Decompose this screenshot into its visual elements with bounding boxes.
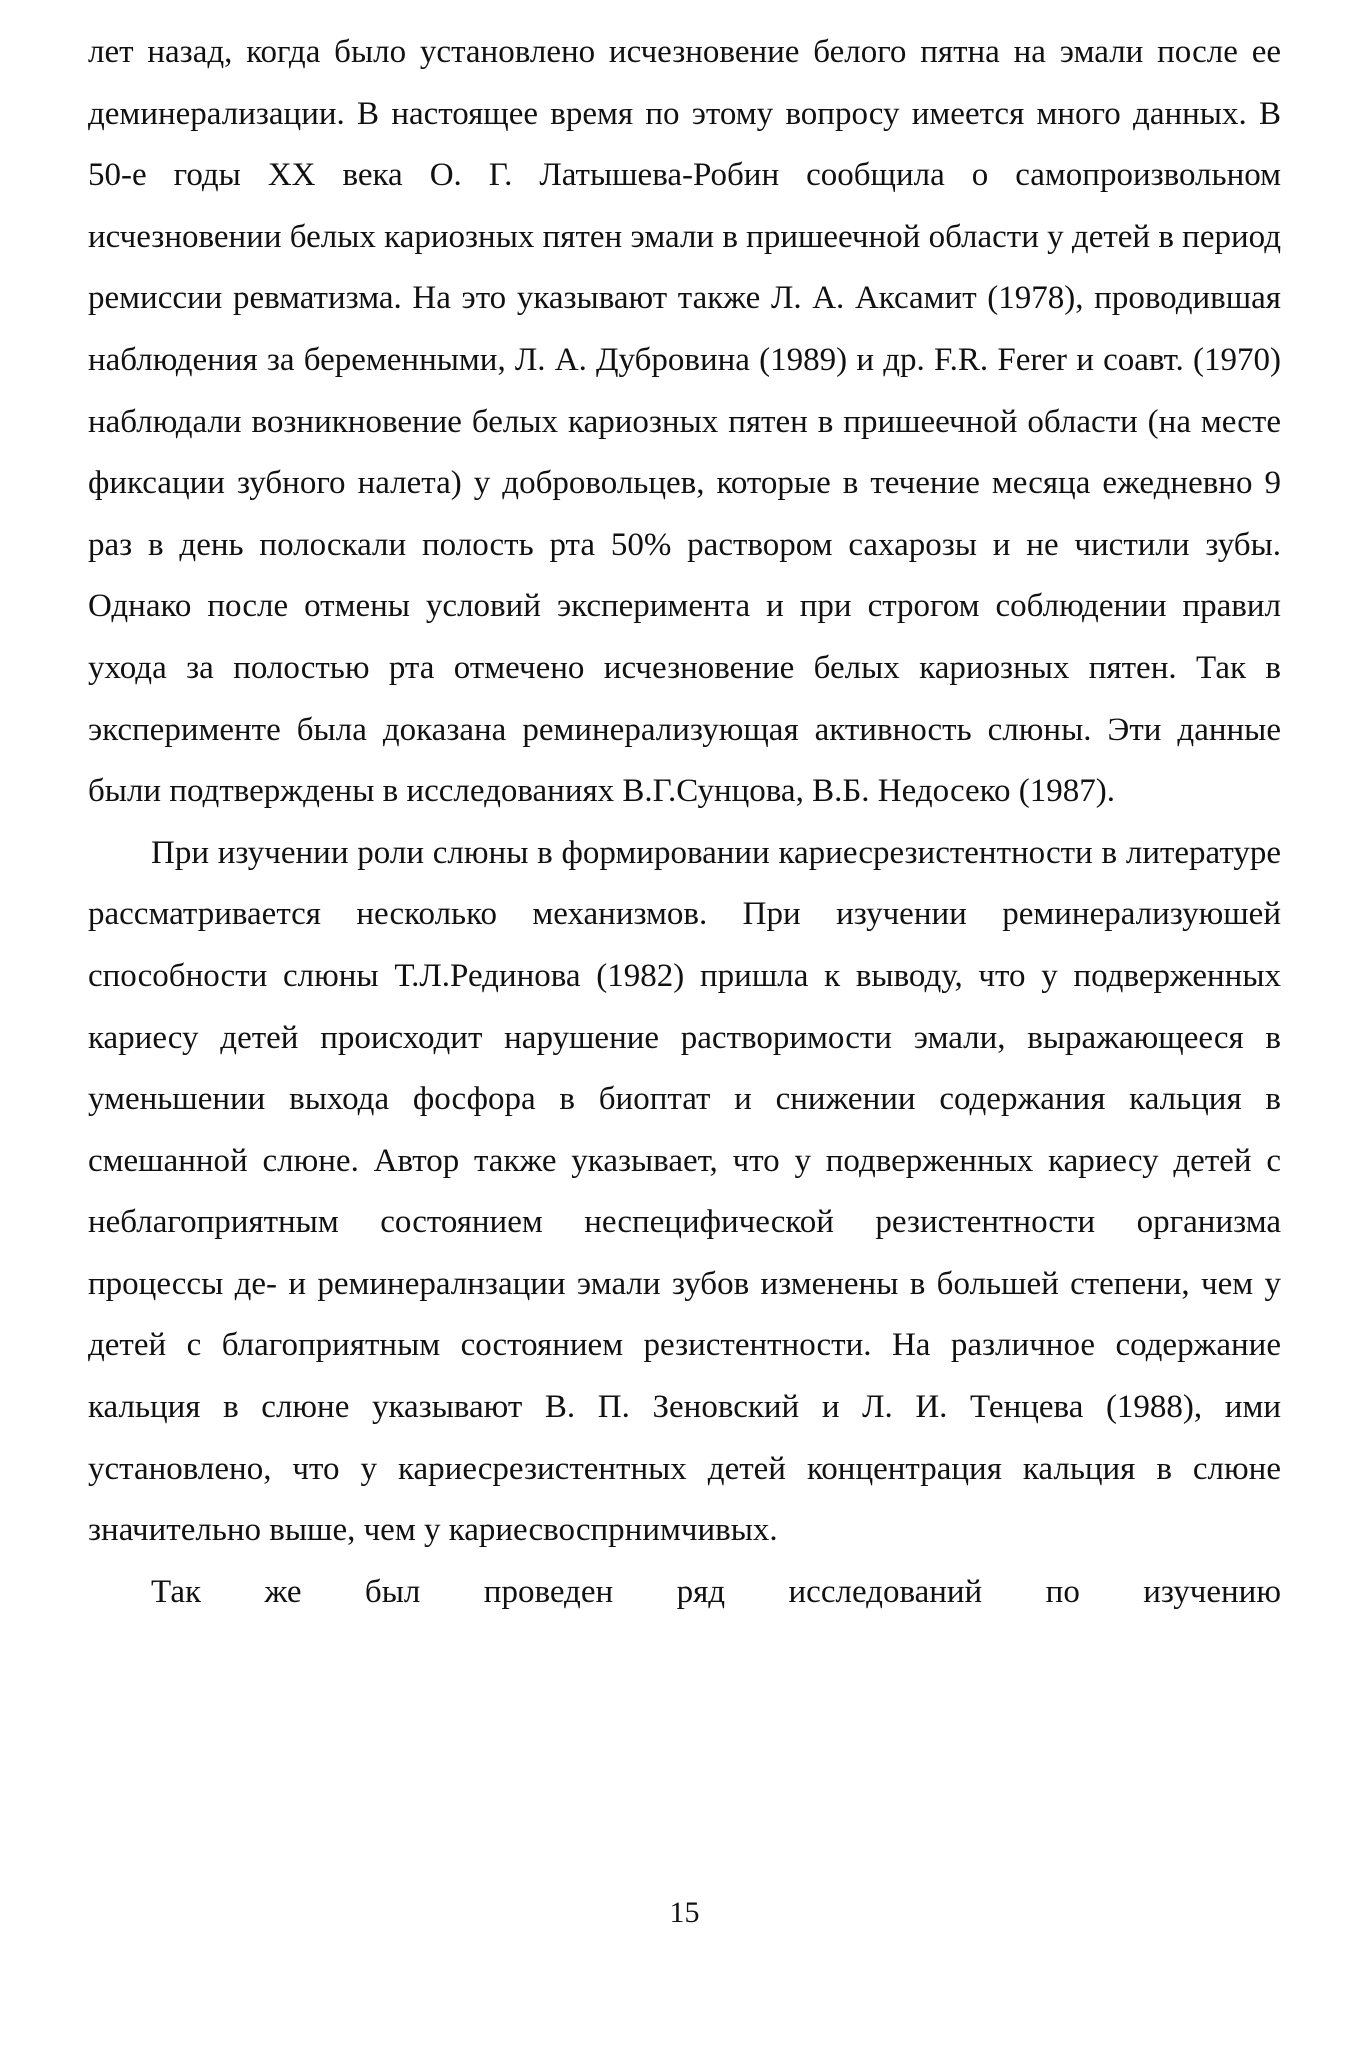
paragraph-saliva-remineralization: лет назад, когда было установлено исчезновение белого пятна на эмали после ее деминерализации. В настоящее время по этому вопросу имеется много данных. В 50-е годы XX века О. Г. Латышева-Робин сообщила о самопроизвольном исчезновении белых кариозных пятен эмали в пришеечной области у детей в период ремиссии ревматизма. На это указывают также Л. А. Аксамит (1978), проводившая наблюдения за беременными, Л. А. Дубровина (1989) и др. F.R. Ferer и соавт. (1970) наблюдали возникновение белых кариозных пятен в пришеечной области (на месте фиксации зубного налета) у добровольцев, которые в течение месяца ежедневно 9 раз в день полоскали полость рта 50% раствором сахарозы и не чистили зубы. Однако после отмены условий эксперимента и при строгом соблюдении правил ухода за полостью рта отмечено исчезновение белых кариозных пятен. Так в эксперименте была доказана реминерализующая активность слюны. Эти данные были подтверждены в исследованиях В.Г.Сунцова, В.Б. Недосеко (1987). — [88, 34, 1281, 810]
paragraph-cariesresistance-mechanisms: При изучении роли слюны в формировании кариесрезистентности в литературе рассматривается несколько механизмов. При изучении реминерализуюшей способности слюны Т.Л.Рединова (1982) пришла к выводу, что у подверженных кариесу детей происходит нарушение растворимости эмали, выражающееся в уменьшении выхода фосфора в биоптат и снижении содержания кальция в смешанной слюне. Автор также указывает, что у подверженных кариесу детей с неблагоприятным состоянием неспецифической резистентности организма процессы де- и реминералнзации эмали зубов изменены в большей степени, чем у детей с благоприятным состоянием резистентности. На различное содержание кальция в слюне указывают В. П. Зеновский и Л. И. Тенцева (1988), ими установлено, что у кариесрезистентных детей концентрация кальция в слюне значительно выше, чем у кариесвоспрнимчивых. — [88, 834, 1281, 1549]
document-page — [88, 22, 1281, 1623]
paragraph-studies-continued: Так же был проведен ряд исследований по изучению — [151, 1573, 1281, 1610]
page-number: 15 — [669, 1896, 700, 1929]
